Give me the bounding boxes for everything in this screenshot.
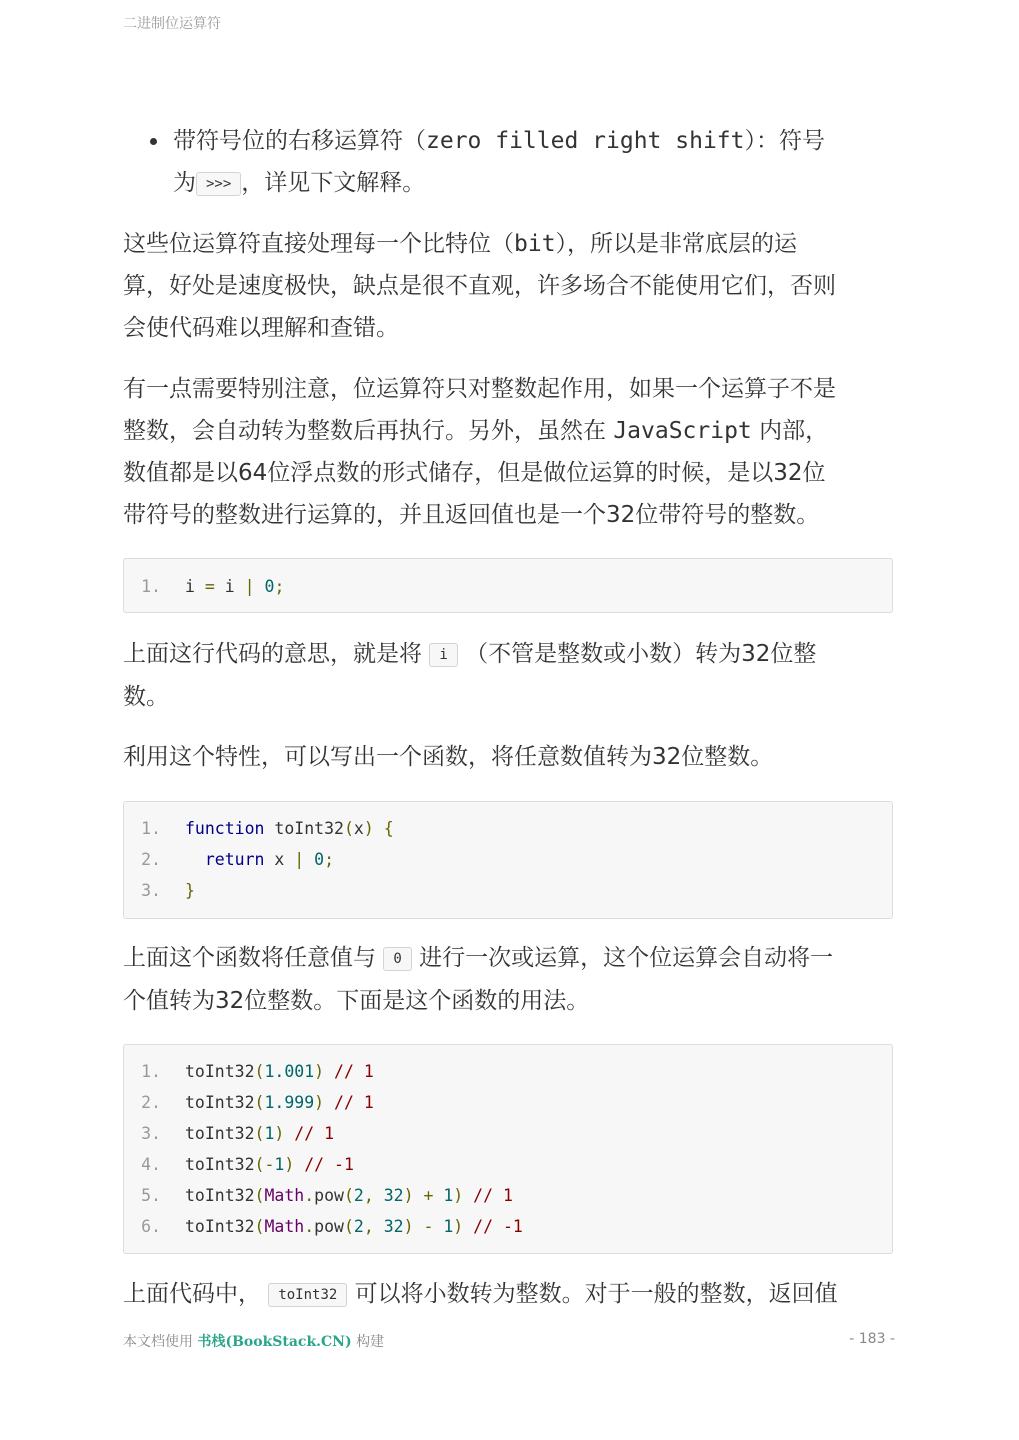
code-token: ( [343,1186,354,1205]
code-token [414,1186,424,1205]
code-line [124,1211,892,1242]
paragraph-text: 上面代码中， [123,1281,261,1307]
line-number: 1. [141,1062,161,1081]
code-token: ) [403,1186,414,1205]
code-token: ; [274,577,285,596]
code-token: x [264,850,295,869]
line-number: 3. [141,1124,161,1143]
code-token [284,1124,294,1143]
code-token: ) [453,1217,464,1236]
code-token: // 1 [473,1186,513,1205]
code-token: 1 [264,1124,275,1143]
paragraph-text: 数值都是以64位浮点数的形式储存，但是做位运算的时候，是以32位 [123,460,826,486]
code-token [374,1186,384,1205]
code-token: - [423,1217,434,1236]
code-token: | [294,850,305,869]
footer-brand-link[interactable]: 书栈(BookStack.CN) [197,1334,352,1350]
code-token [433,1217,443,1236]
paragraph-text: ），所以是非常底层的运 [555,231,798,257]
inline-code: 0 [383,947,411,971]
code-token [324,1062,334,1081]
code-token: ( [254,1124,265,1143]
bullet-text: ）：符号 [744,128,825,154]
code-token: // 1 [334,1093,374,1112]
code-token: ) [314,1093,325,1112]
paragraph-text: 会使代码难以理解和查错。 [123,315,399,341]
paragraph-term: JavaScript [613,418,752,444]
code-token: toInt32 [185,1093,255,1112]
code-token: x [353,819,364,838]
paragraph-text: 可以将小数转为整数。对于一般的整数，返回值 [354,1281,838,1307]
paragraph-text: 有一点需要特别注意，位运算符只对整数起作用，如果一个运算子不是 [123,376,836,402]
code-token: (- [254,1155,275,1174]
code-line [124,875,892,906]
code-token: pow [314,1186,344,1205]
code-token [294,1155,304,1174]
code-token: // 1 [294,1124,335,1143]
code-token: . [304,1217,315,1236]
footer-text: 构建 [356,1334,385,1350]
paragraph-text: 进行一次或运算，这个位运算会自动将一 [419,945,834,971]
paragraph [123,633,895,718]
code-token: toInt32 [185,1062,255,1081]
code-token: 32 [383,1217,404,1236]
code-token: 1.999 [264,1093,315,1112]
code-line [124,1087,892,1118]
code-token: ( [343,819,354,838]
code-token: ) [363,819,374,838]
line-number: 5. [141,1186,161,1205]
code-line [124,844,892,875]
code-token [374,819,384,838]
line-number: 1. [141,577,161,596]
code-token: ) [314,1062,325,1081]
code-token: } [185,881,195,900]
code-token: { [383,819,394,838]
code-token [255,577,265,596]
page-number: - 183 - [849,1331,895,1347]
code-token: pow [314,1217,344,1236]
code-token: , [363,1217,374,1236]
code-token: toInt32 [185,1124,255,1143]
code-token [324,1093,334,1112]
code-token: 1 [443,1217,454,1236]
code-line [124,813,892,844]
paragraph-text: 内部， [759,418,829,444]
paragraph-text: 算，好处是速度极快，缺点是很不直观，许多场合不能使用它们，否则 [123,273,836,299]
code-token: 1 [274,1155,285,1174]
code-block [123,801,893,919]
paragraph-text: 这些位运算符直接处理每一个比特位（ [123,231,514,257]
paragraph [123,937,895,1022]
code-token: Math [264,1217,305,1236]
code-token: Math [264,1186,305,1205]
bullet-dot-icon [150,138,157,145]
code-line [124,571,892,602]
line-number: 1. [141,819,161,838]
code-token: | [244,577,255,596]
code-token [433,1186,443,1205]
paragraph [123,368,895,536]
bullet-term: zero filled right shift [426,128,745,154]
code-token: ) [284,1155,295,1174]
code-token: function [185,819,265,838]
paragraph-text: 整数，会自动转为整数后再执行。另外，虽然在 [123,418,606,444]
line-number: 2. [141,1093,161,1112]
code-token: ( [343,1217,354,1236]
code-token: toInt32 [185,1186,255,1205]
code-token: 0 [314,850,325,869]
code-token: // -1 [473,1217,523,1236]
code-token: 2 [353,1217,364,1236]
code-token: toInt32 [264,819,344,838]
paragraph-text: 个值转为32位整数。下面是这个函数的用法。 [123,988,590,1014]
code-line [124,1149,892,1180]
line-number: 4. [141,1155,161,1174]
code-token: 1 [443,1186,454,1205]
code-token [374,1217,384,1236]
code-token: ) [453,1186,464,1205]
code-token: ) [403,1217,414,1236]
code-token: toInt32 [185,1217,255,1236]
paragraph-text: 带符号的整数进行运算的，并且返回值也是一个32位带符号的整数。 [123,502,820,528]
code-block [123,1044,893,1254]
code-token [414,1217,424,1236]
code-token: 0 [264,577,275,596]
code-token: + [423,1186,434,1205]
code-token: i [214,577,245,596]
code-token: return [204,850,265,869]
bullet-text: 带符号位的右移运算符（ [173,128,426,154]
code-token: ( [254,1093,265,1112]
code-token: ( [254,1217,265,1236]
code-token [304,850,314,869]
code-token: . [304,1186,315,1205]
code-token: = [204,577,215,596]
paragraph: 利用这个特性，可以写出一个函数，将任意数值转为32位整数。 [123,744,774,770]
code-token [185,850,205,869]
paragraph-text: （不管是整数或小数）转为32位整 [465,641,817,667]
bullet-list-item [123,120,895,205]
paragraph [123,223,895,349]
code-token: ; [324,850,335,869]
line-number: 3. [141,881,161,900]
inline-code: >>> [196,172,241,196]
code-token: // -1 [304,1155,354,1174]
code-token: ( [254,1062,265,1081]
paragraph-text: 上面这个函数将任意值与 [123,945,376,971]
code-token: // 1 [334,1062,374,1081]
code-token: 32 [383,1186,404,1205]
code-token: toInt32 [185,1155,255,1174]
paragraph [123,1273,895,1316]
code-token: ( [254,1186,265,1205]
bullet-text: ，详见下文解释。 [241,170,426,196]
code-token: i [185,577,205,596]
running-header: 二进制位运算符 [123,16,221,32]
footer-credit [123,1331,384,1351]
code-block [123,558,893,613]
paragraph-text: 上面这行代码的意思，就是将 [123,641,422,667]
bullet-text: 为 [173,170,196,196]
code-line [124,1180,892,1211]
code-line [124,1118,892,1149]
code-token: 1.001 [264,1062,315,1081]
code-token: 2 [353,1186,364,1205]
code-token: , [363,1186,374,1205]
code-line [124,1056,892,1087]
line-number: 6. [141,1217,161,1236]
code-token [463,1217,473,1236]
footer-text: 本文档使用 [123,1334,193,1350]
inline-code: i [429,643,457,667]
paragraph-term: bit [514,231,556,257]
paragraph-text: 数。 [123,684,169,710]
code-token: ) [274,1124,285,1143]
inline-code: toInt32 [268,1283,347,1307]
line-number: 2. [141,850,161,869]
code-token [463,1186,473,1205]
